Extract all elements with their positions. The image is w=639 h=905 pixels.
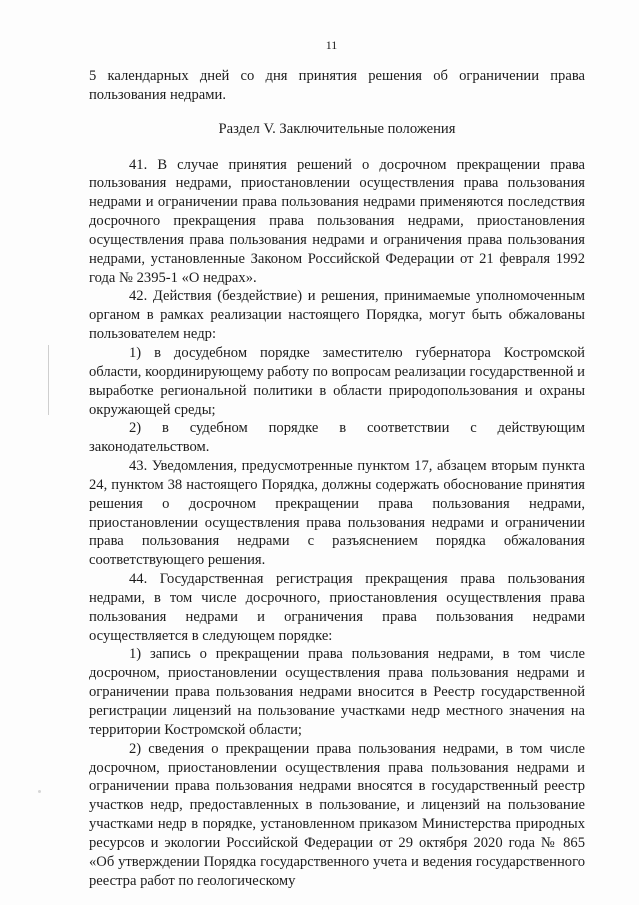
intro-paragraph: 5 календарных дней со дня принятия решения об ограничении права пользования недрами. <box>89 68 585 103</box>
page-number: 11 <box>325 38 338 52</box>
paragraph-42-item-1: 1) в досудебном порядке заместителю губернатора Костромской области, координирующему работу по вопросам реализации государственной и выработке региональной политики в области природопользования и охраны окружающей среды; <box>89 344 585 418</box>
paragraph-44: 44. Государственная регистрация прекращения права пользования недрами, в том числе досрочного, приостановления осуществления права пользования недрами и ограничения права пользования недрами осуществляется в следующем порядке: <box>89 571 585 644</box>
scan-margin-line <box>48 345 49 415</box>
paragraph-44-item-1: 1) запись о прекращении права пользования недрами, в том числе досрочном, приостановлении осуществления права пользования недрами и ограничении права пользования недрами вносится в Реестр государственной регистрации лицензий на пользование участками недр местного значения на территории Костромской области; <box>89 646 585 738</box>
paragraph-42-item-2: 2) в судебном порядке в соответствии с действующим законодательством. <box>89 420 585 456</box>
paragraph-44-item-2: 2) сведения о прекращении права пользования недрами, в том числе досрочном, приостановлении осуществления права пользования недрами и ограничении права пользования недрами вносятся в государственный реестр участков недр, предоставленных в пользование, и лицензий на пользование участками недр в порядке, установленном приказом Министерства природных ресурсов и экологии Российской Федерации от 29 октября 2020 года № 865 «Об утверждении Порядка государственного учета и ведения государственного реестра работ по геологическому <box>89 740 585 889</box>
scan-speck <box>38 790 41 793</box>
section-title: Раздел V. Заключительные положения <box>218 120 456 137</box>
paragraph-41: 41. В случае принятия решений о досрочном прекращении права пользования недрами, приостановлении осуществления права пользования недрами и ограничении права пользования недрами применяются последствия досрочного прекращения права пользования недрами, приостановления осуществления права пользования недрами и ограничения права пользования недрами, установленные Законом Российской Федерации от 21 февраля 1992 года № 2395-1 «О недрах». <box>89 156 585 286</box>
paragraph-42: 42. Действия (бездействие) и решения, принимаемые уполномоченным органом в рамках реализации настоящего Порядка, могут быть обжалованы пользователем недр: <box>89 288 585 343</box>
paragraph-43: 43. Уведомления, предусмотренные пунктом 17, абзацем вторым пункта 24, пунктом 38 настоящего Порядка, должны содержать обоснование принятия решения о досрочном прекращении права пользования недрами, приостановлении осуществления права пользования недрами и ограничении права пользования недрами с разъяснением порядка обжалования соответствующего решения. <box>89 458 585 569</box>
document-body <box>89 67 585 890</box>
